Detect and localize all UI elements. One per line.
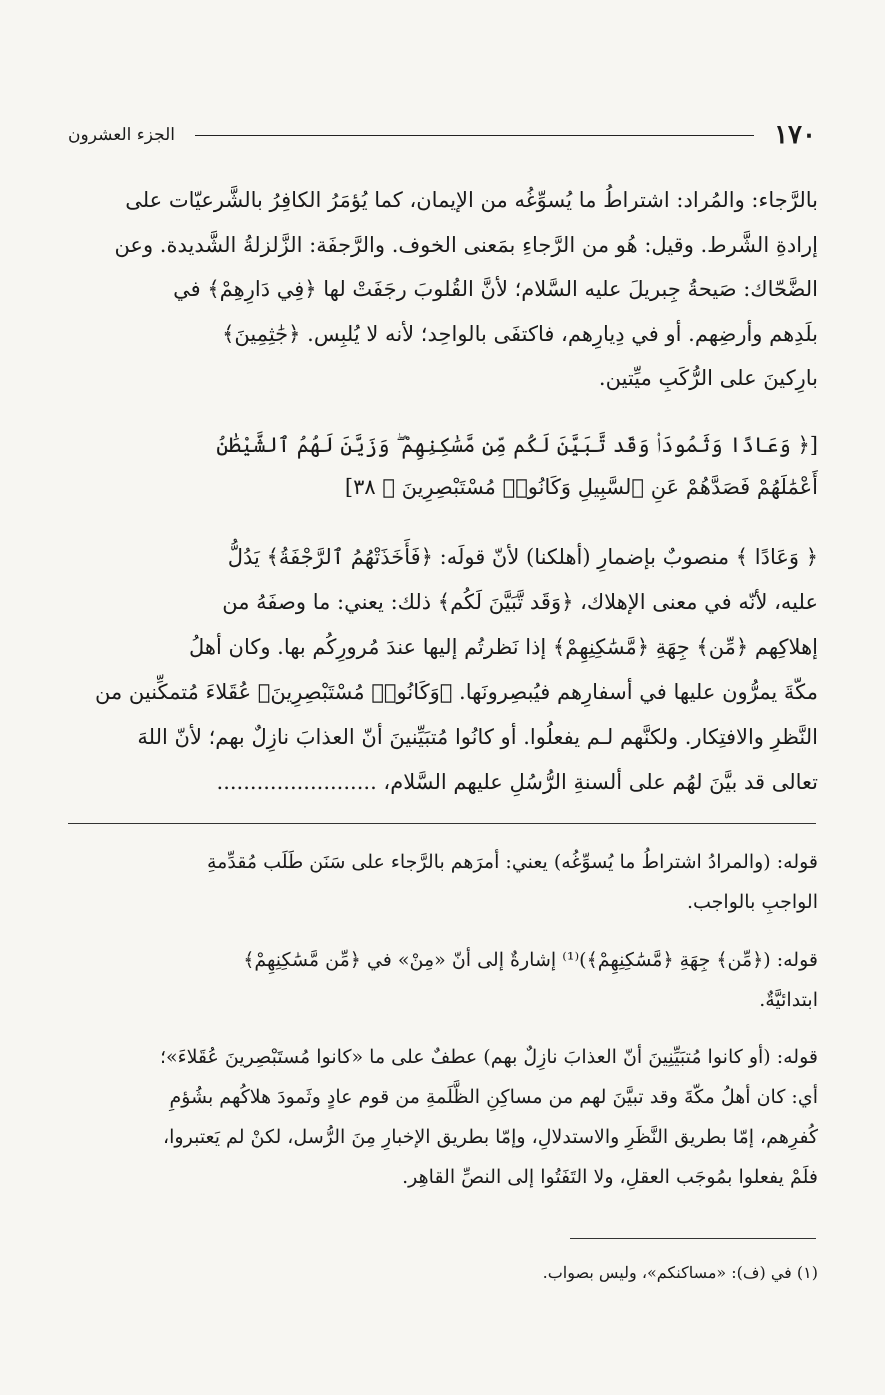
- note-line: قوله: (﴿مِّن﴾ جِهَةِ ﴿مَّسَٰكِنِهِمْ﴾)⁽¹⁾ إشارةٌ إلى أنّ «مِنْ» في ﴿مِّن مَّسَٰكِنِهِمْ﴾: [243, 949, 818, 971]
- verse-line: [﴿ وَعَادًا وَثَمُودَا۟ وَقَد تَّبَيَّنَ لَكُم مِّن مَّسَٰكِنِهِمْ ۖ وَزَيَّنَ لَهُمُ ٱلشَّيْطَٰنُ: [216, 433, 818, 457]
- main-text: [68, 178, 818, 401]
- note-line: الواجبِ بالواجب.: [686, 891, 818, 913]
- text-line: بلَدِهم وأرضِهم. أو في دِيارِهم، فاكتفَى بالواحِد؛ لأنه لا يُلبِس. ﴿جَٰثِمِينَ﴾: [222, 321, 818, 346]
- text-line: بارِكينَ على الرُّكَبِ ميِّتين.: [598, 366, 818, 390]
- footnote-rule: [570, 1238, 816, 1239]
- verse-commentary: [68, 535, 818, 805]
- section-divider: [68, 823, 816, 824]
- running-head: الجزء العشرون: [68, 125, 175, 145]
- note-line: كُفرِهم، إمّا بطريق النَّظَرِ والاستدلالِ، وإمّا بطريق الإخبارِ مِنَ الرُّسل، لكنْ لم يَعتبروا،: [163, 1126, 818, 1148]
- footnote: [68, 1258, 818, 1288]
- verse-line: أَعْمَٰلَهُمْ فَصَدَّهُمْ عَنِ ٱلسَّبِيلِ وَكَانُوا۟ مُسْتَبْصِرِينَ ﴾ ٣٨]: [344, 475, 818, 499]
- page-header: [68, 118, 816, 152]
- note-line: ابتدائيَّةٌ.: [759, 989, 818, 1011]
- text-line: الضَّحّاك: صَيحةُ جِبريلَ عليه السَّلام؛ لأنَّ القُلوبَ رجَفَتْ لها ﴿فِي دَارِهِمْ﴾ في: [173, 277, 818, 301]
- gloss-note: [68, 940, 818, 1020]
- text-line: عليه، لأنّه في معنى الإهلاك، ﴿وَقَد تَّبَيَّنَ لَكُم﴾ ذلك: يعني: ما وصفَهُ من: [222, 590, 818, 614]
- note-line: قوله: (أو كانوا مُتبَيِّنِينَ أنّ العذابَ نازِلٌ بهم) عطفٌ على ما «كانوا مُستَبْصِرينَ عُقَلاءَ»؛: [160, 1046, 818, 1068]
- text-line: إرادةِ الشَّرط. وقيل: هُو من الرَّجاءِ بمَعنى الخوف. والرَّجفَة: الزَّلزلةُ الشَّديدة. وعن: [114, 232, 818, 257]
- gloss-note: [68, 842, 818, 922]
- note-line: أي: كان أهلُ مكّةَ وقد تبيَّنَ لهم من مساكِنِ الظَّلَمةِ من قوم عادٍ وثَمودَ هلاكُهم بشُؤمِ: [169, 1086, 818, 1108]
- quran-verse: [68, 424, 818, 508]
- text-line: تعالى قد بيَّنَ لهُم على ألسنةِ الرُّسُلِ عليهم السَّلام، ........................: [216, 770, 818, 794]
- gloss-note: [68, 1037, 818, 1197]
- text-line: إهلاكِهم ﴿مِّن﴾ جِهَةِ ﴿مَّسَٰكِنِهِمْ﴾ إذا نَظرتُم إليها عندَ مُرورِكُم بها. وكان أهلُ: [189, 635, 818, 659]
- footnote-line: (١) في (ف): «مساكنكم»، وليس بصواب.: [542, 1263, 818, 1282]
- note-line: فلَمْ يفعلوا بمُوجَب العقلِ، ولا التَفَتُوا إلى النصِّ القاهِر.: [402, 1166, 818, 1188]
- page-number: ١٧٠: [774, 120, 816, 150]
- header-rule: [195, 135, 754, 136]
- note-line: قوله: (والمرادُ اشتراطُ ما يُسوِّغُه) يعني: أمرَهم بالرَّجاء على سَنَن طَلَب مُقدِّمةِ: [206, 851, 818, 873]
- text-line: بالرَّجاء: والمُراد: اشتراطُ ما يُسوِّغُه من الإيمان، كما يُؤمَرُ الكافِرُ بالشَّرعيّات على: [125, 188, 818, 212]
- text-line: ﴿ وَعَادًا ﴾ منصوبٌ بإضمارِ (أهلكنا) لأنّ قولَه: ﴿فَأَخَذَتْهُمُ ٱلرَّجْفَةُ﴾ يَدُلُّ: [227, 545, 818, 569]
- text-line: النَّظرِ والافتِكار. ولكنَّهم لـم يفعلُوا. أو كانُوا مُتبَيِّنينَ أنّ العذابَ نازِلٌ بهم؛ لأنّ اللهَ: [137, 725, 818, 749]
- text-line: مكّةَ يمرُّون عليها في أسفارِهم فيُبصِرونَها. ﴿وَكَانُوا۟ مُسْتَبْصِرِينَ﴾ عُقَلاءَ مُتمكِّنين من: [94, 680, 818, 704]
